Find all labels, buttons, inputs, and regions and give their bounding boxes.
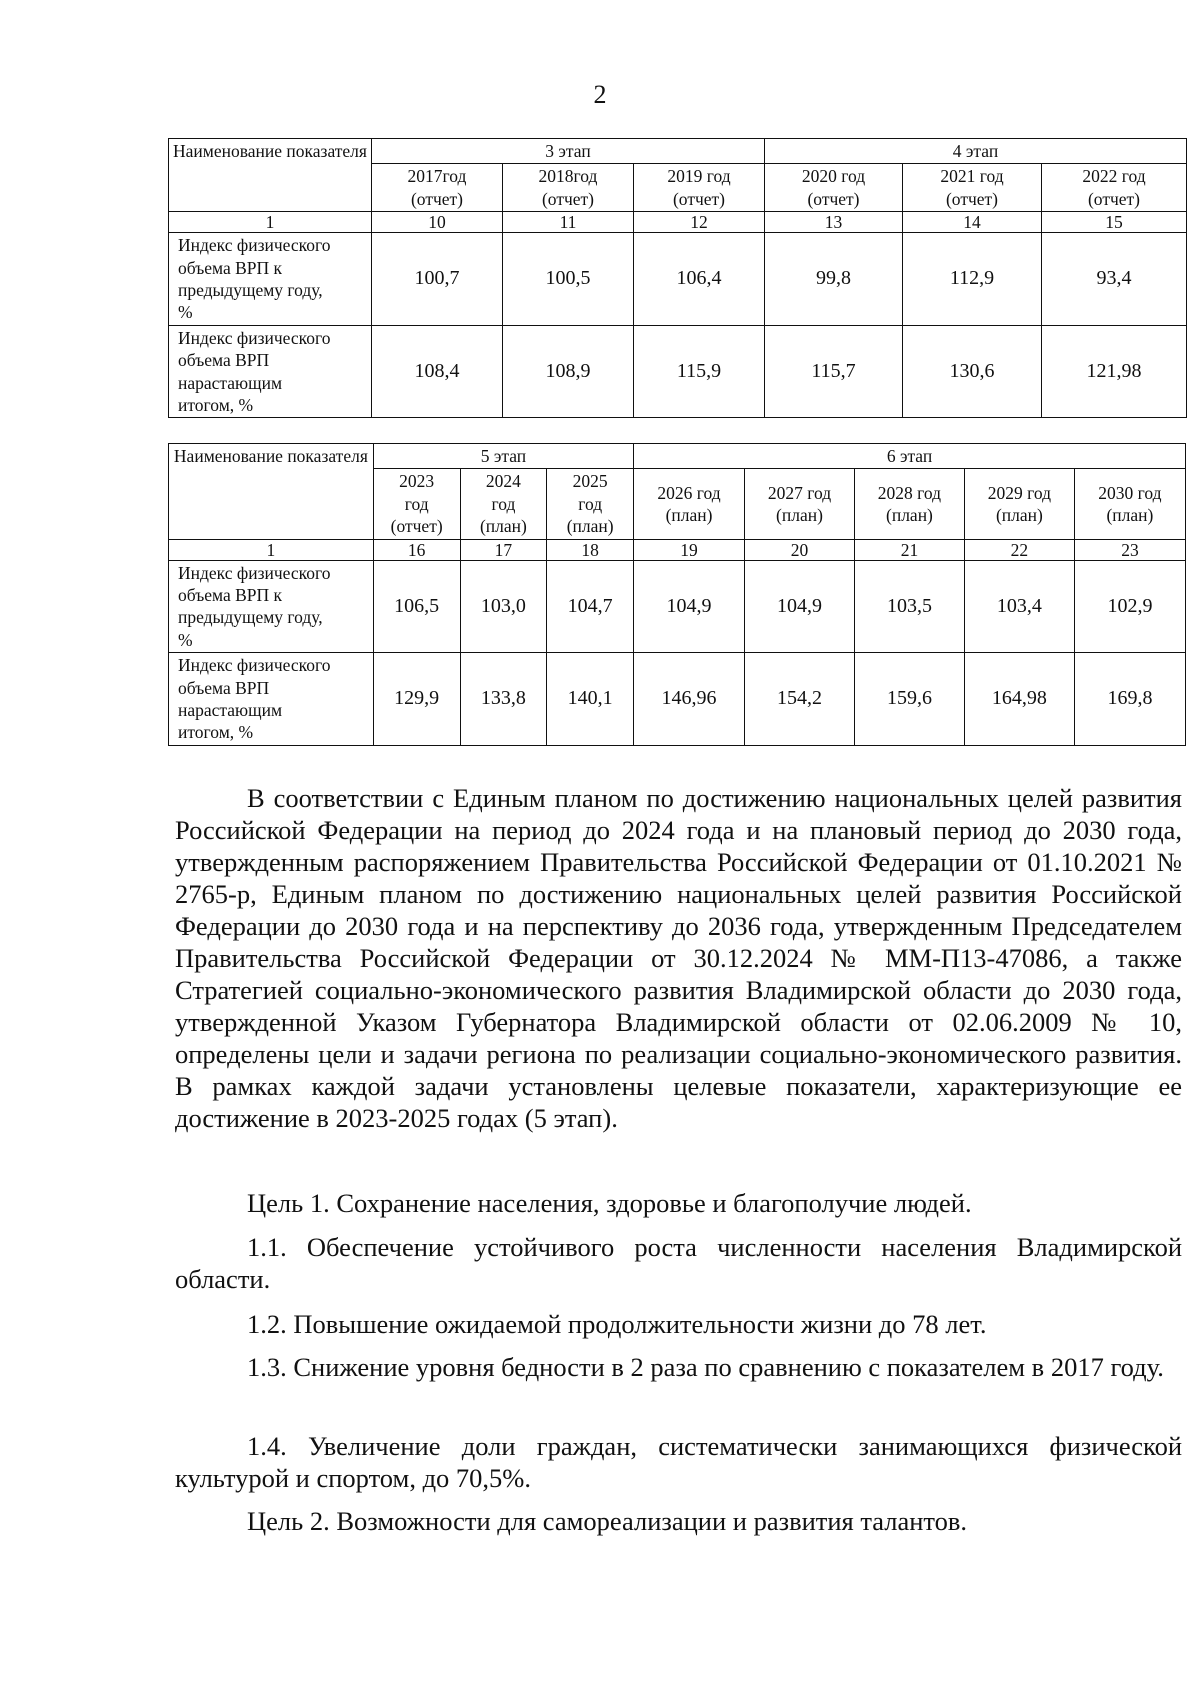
table-row bbox=[169, 325, 1187, 418]
value-cell: 112,9 bbox=[903, 233, 1042, 326]
value-cell: 164,98 bbox=[964, 653, 1074, 746]
column-number: 13 bbox=[765, 212, 903, 233]
year-header: 2029 год (план) bbox=[964, 469, 1074, 539]
goal-item-1-4 bbox=[175, 1430, 1182, 1494]
stage-header: 4 этап bbox=[765, 139, 1187, 164]
paragraph-text: Цель 2. Возможности для самореализации и развития талантов. bbox=[247, 1506, 968, 1536]
value-cell: 169,8 bbox=[1074, 653, 1185, 746]
value-cell: 104,9 bbox=[745, 560, 855, 653]
value-cell: 140,1 bbox=[547, 653, 634, 746]
year-header: 2017год (отчет) bbox=[372, 164, 503, 212]
column-number: 16 bbox=[373, 539, 460, 560]
column-header-name: Наименование показателя bbox=[169, 139, 372, 212]
column-header-name: Наименование показателя bbox=[169, 444, 374, 540]
year-header: 2026 год (план) bbox=[634, 469, 745, 539]
value-cell: 146,96 bbox=[634, 653, 745, 746]
value-cell: 121,98 bbox=[1042, 325, 1187, 418]
paragraph-text: 1.3. Снижение уровня бедности в 2 раза по сравнению с показателем в 2017 году. bbox=[247, 1352, 1164, 1382]
column-number: 1 bbox=[169, 212, 372, 233]
value-cell: 108,4 bbox=[372, 325, 503, 418]
goal-item-1-1 bbox=[175, 1231, 1182, 1295]
value-cell: 104,7 bbox=[547, 560, 634, 653]
year-header: 2028 год (план) bbox=[854, 469, 964, 539]
table-row bbox=[169, 560, 1186, 653]
table-header-row bbox=[169, 444, 1186, 469]
indicator-name: Индекс физического объема ВРП к предыдущему году, % bbox=[169, 560, 374, 653]
paragraph-text: 1.2. Повышение ожидаемой продолжительности жизни до 78 лет. bbox=[247, 1309, 987, 1339]
value-cell: 103,4 bbox=[964, 560, 1074, 653]
stage-header: 6 этап bbox=[634, 444, 1186, 469]
value-cell: 104,9 bbox=[634, 560, 745, 653]
value-cell: 103,0 bbox=[460, 560, 547, 653]
goal-item-1-2 bbox=[175, 1308, 1182, 1340]
goal-2-heading bbox=[175, 1505, 1182, 1537]
indicator-name: Индекс физического объема ВРП к предыдущему году, % bbox=[169, 233, 372, 326]
indicator-name: Индекс физического объема ВРП нарастающим итогом, % bbox=[169, 325, 372, 418]
value-cell: 159,6 bbox=[854, 653, 964, 746]
indicator-name: Индекс физического объема ВРП нарастающим итогом, % bbox=[169, 653, 374, 746]
value-cell: 93,4 bbox=[1042, 233, 1187, 326]
year-header: 2019 год (отчет) bbox=[634, 164, 765, 212]
value-cell: 108,9 bbox=[503, 325, 634, 418]
value-cell: 99,8 bbox=[765, 233, 903, 326]
paragraph-text: В соответствии с Единым планом по достижению национальных целей развития Российской Федерации на период до 2024 года и на плановый период до 2030 года, утвержденным распоряжением Правительства Российской Федерации от 01.10.2021 № 2765-р, Единым планом по достижению национальных целей развития Российской Федерации до 2030 года и на перспективу до 2036 года, утвержденным Председателем Правительства Российской Федерации от 30.12.2024 № ММ-П13-47086, а также Стратегией социально-экономического развития Владимирской области до 2030 года, утвержденной Указом Губернатора Владимирской области от 02.06.2009 № 10, определены цели и задачи региона по реализации социально-экономического развития. В рамках каждой задачи установлены целевые показатели, характеризующие ее достижение в 2023-2025 годах (5 этап). bbox=[175, 783, 1182, 1133]
year-header: 2030 год (план) bbox=[1074, 469, 1185, 539]
value-cell: 103,5 bbox=[854, 560, 964, 653]
column-number: 23 bbox=[1074, 539, 1185, 560]
column-number: 14 bbox=[903, 212, 1042, 233]
column-number: 21 bbox=[854, 539, 964, 560]
column-number: 20 bbox=[745, 539, 855, 560]
column-number: 19 bbox=[634, 539, 745, 560]
column-number: 15 bbox=[1042, 212, 1187, 233]
column-number-row bbox=[169, 539, 1186, 560]
column-number: 11 bbox=[503, 212, 634, 233]
value-cell: 115,7 bbox=[765, 325, 903, 418]
year-header: 2027 год (план) bbox=[745, 469, 855, 539]
value-cell: 130,6 bbox=[903, 325, 1042, 418]
value-cell: 154,2 bbox=[745, 653, 855, 746]
year-header: 2018год (отчет) bbox=[503, 164, 634, 212]
value-cell: 106,4 bbox=[634, 233, 765, 326]
goal-item-1-3 bbox=[175, 1351, 1182, 1383]
stage-header: 5 этап bbox=[373, 444, 633, 469]
value-cell: 115,9 bbox=[634, 325, 765, 418]
main-paragraph bbox=[175, 782, 1182, 1134]
column-number-row bbox=[169, 212, 1187, 233]
column-number: 1 bbox=[169, 539, 374, 560]
value-cell: 100,7 bbox=[372, 233, 503, 326]
year-header: 2025 год (план) bbox=[547, 469, 634, 539]
year-header: 2020 год (отчет) bbox=[765, 164, 903, 212]
paragraph-text: Цель 1. Сохранение населения, здоровье и благополучие людей. bbox=[247, 1188, 972, 1218]
column-number: 18 bbox=[547, 539, 634, 560]
indicators-table-stages-5-6 bbox=[168, 443, 1186, 746]
column-number: 17 bbox=[460, 539, 547, 560]
value-cell: 102,9 bbox=[1074, 560, 1185, 653]
paragraph-text: 1.1. Обеспечение устойчивого роста численности населения Владимирской области. bbox=[175, 1232, 1182, 1294]
year-header: 2023 год (отчет) bbox=[373, 469, 460, 539]
table-row bbox=[169, 233, 1187, 326]
stage-header: 3 этап bbox=[372, 139, 765, 164]
value-cell: 106,5 bbox=[373, 560, 460, 653]
paragraph-text: 1.4. Увеличение доли граждан, систематически занимающихся физической культурой и спортом, до 70,5%. bbox=[175, 1431, 1182, 1493]
column-number: 10 bbox=[372, 212, 503, 233]
goal-1-heading bbox=[175, 1187, 1182, 1219]
year-header: 2022 год (отчет) bbox=[1042, 164, 1187, 212]
column-number: 22 bbox=[964, 539, 1074, 560]
year-header: 2024 год (план) bbox=[460, 469, 547, 539]
value-cell: 100,5 bbox=[503, 233, 634, 326]
year-header: 2021 год (отчет) bbox=[903, 164, 1042, 212]
value-cell: 133,8 bbox=[460, 653, 547, 746]
value-cell: 129,9 bbox=[373, 653, 460, 746]
table-row bbox=[169, 653, 1186, 746]
page-number: 2 bbox=[593, 80, 607, 109]
column-number: 12 bbox=[634, 212, 765, 233]
indicators-table-stages-3-4 bbox=[168, 138, 1187, 418]
table-header-row bbox=[169, 139, 1187, 164]
